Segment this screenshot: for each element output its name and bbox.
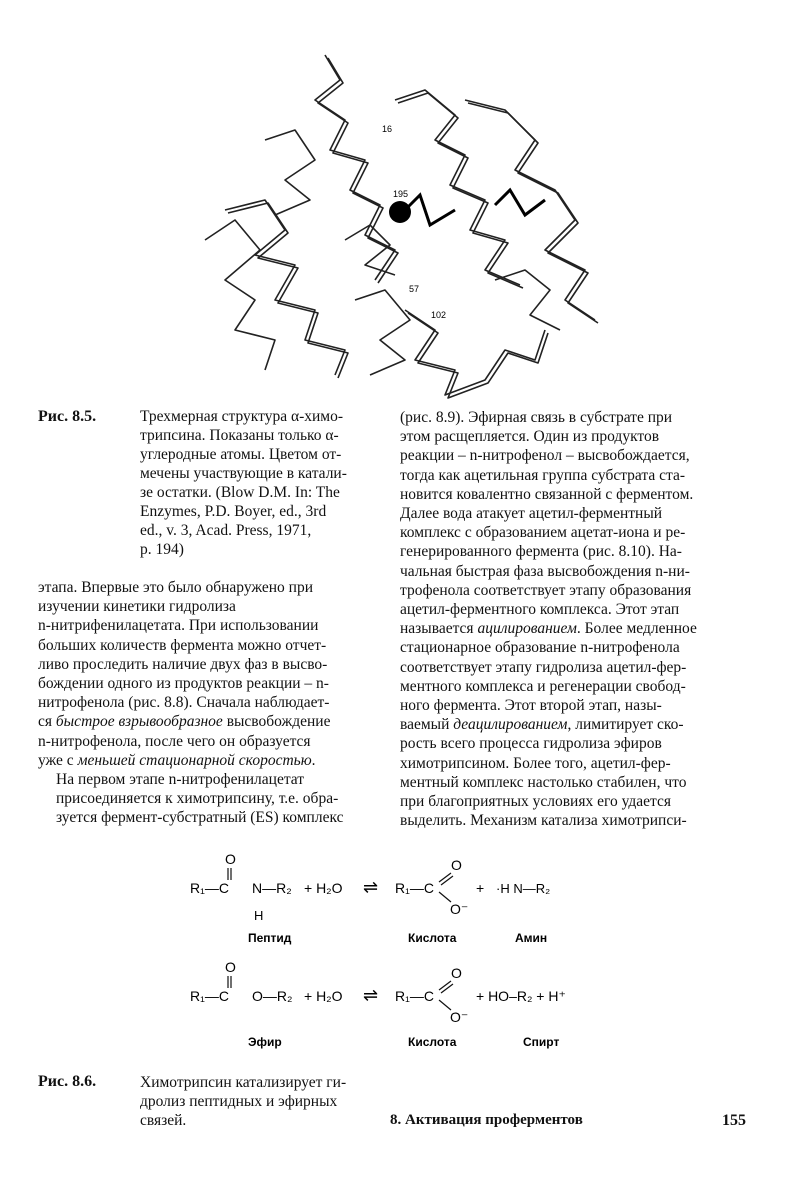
product-r1c: R₁—C (395, 880, 434, 896)
protein-backbone-drawing (165, 40, 610, 400)
text-line: нитрофенола (рис. 8.8). Сначала наблюдает- (38, 694, 330, 712)
label-acid-2: Кислота (408, 1035, 457, 1049)
plus-water: + H₂O (304, 880, 343, 896)
caption-line: мечены участвующие в катали- (140, 465, 347, 482)
text-line: тогда как ацетильная группа субстрата ста- (400, 466, 686, 484)
text-line: генерированного фермента (рис. 8.10). На- (400, 543, 682, 561)
alcohol-product: + HO–R₂ + H⁺ (476, 988, 566, 1004)
text-line: называется ацилированием. Более медленное (400, 620, 697, 638)
caption-line: ed., v. 3, Acad. Press, 1971, (140, 522, 312, 539)
residue-label-102: 102 (431, 310, 447, 320)
label-alcohol: Спирт (523, 1035, 560, 1049)
text-line: n-нитрифенилацетата. При использовании (38, 617, 319, 635)
figure-8-6-caption (140, 1073, 382, 1130)
residue-label-195: 195 (393, 189, 409, 199)
amine-product: ·H N—R₂ (496, 881, 551, 896)
text-line: уже с меньшей стационарной скоростью. (38, 751, 316, 769)
text-line: при благоприятных условиях его удается (400, 793, 671, 811)
caption-line: зе остатки. (Blow D.M. In: The (140, 484, 340, 501)
equilibrium-arrow: ⇌ (363, 877, 379, 897)
equilibrium-arrow-2: ⇌ (363, 985, 379, 1005)
text-line: ментный комплекс настолько стабилен, что (400, 773, 687, 791)
text-line: больших количеств фермента можно отчет- (38, 636, 327, 654)
chymotrypsin-structure-figure (165, 40, 610, 400)
page-number: 155 (722, 1112, 746, 1129)
label-ester: Эфир (248, 1035, 282, 1049)
left-paragraph-2 (38, 770, 382, 828)
text-line: ливо проследить наличие двух фаз в высво- (38, 655, 328, 673)
text-line: реакции – n-нитрофенол – высвобождается, (400, 447, 690, 465)
figure-8-5-label: Рис. 8.5. (38, 408, 97, 425)
label-amine: Амин (515, 931, 548, 945)
text-line: изучении кинетики гидролиза (38, 598, 236, 616)
text-line: рость всего процесса гидролиза эфиров (400, 735, 662, 753)
caption-line: связей. (140, 1112, 187, 1129)
right-column-text (400, 408, 748, 830)
product-o-top-2: O (451, 965, 462, 981)
label-peptide: Пептид (248, 931, 292, 945)
caption-line: Enzymes, P.D. Boyer, ed., 3rd (140, 503, 327, 520)
amide-hydrogen: H (254, 908, 264, 923)
text-line: соответствует этапу гидролиза ацетил-фер- (400, 658, 687, 676)
text-line: чальная быстрая фаза высвобождения n-ни- (400, 562, 690, 580)
reactant-carbonyl-o: O (225, 851, 236, 867)
caption-line: углеродные атомы. Цветом от- (140, 446, 342, 463)
text-line: этом расщепляется. Один из продуктов (400, 428, 660, 446)
text-line: ацетил-ферментного комплекса. Этот этап (400, 601, 680, 619)
catalytic-serine-marker (389, 201, 411, 223)
right-paragraph (400, 408, 748, 830)
label-acid-1: Кислота (408, 931, 457, 945)
text-line: стационарное образование n-нитрофенола (400, 639, 680, 657)
caption-line: p. 194) (140, 541, 184, 558)
text-line: этапа. Впервые это было обнаружено при (38, 579, 314, 596)
text-line: (рис. 8.9). Эфирная связь в субстрате при (400, 409, 673, 426)
text-line: ного фермента. Этот второй этап, назы- (400, 697, 662, 715)
emphasis: меньшей стационарной скоростью (77, 751, 312, 769)
product-o-top: O (451, 857, 462, 873)
left-column-text (38, 578, 382, 828)
plus-water-2: + H₂O (304, 988, 343, 1004)
text-line: На первом этапе n-нитрофенилацетат (56, 771, 305, 789)
text-line: ваемый деацилированием, лимитирует ско- (400, 716, 684, 734)
product-r1c-2: R₁—C (395, 988, 434, 1004)
caption-line: Химотрипсин катализирует ги- (140, 1074, 347, 1091)
reactant-amide-n: N—R₂ (252, 880, 292, 896)
caption-line: дролиз пептидных и эфирных (140, 1093, 338, 1110)
text-line: выделить. Механизм катализа химотрипси- (400, 812, 687, 830)
text-line: ся быстрое взрывообразное высвобождение (38, 713, 331, 731)
text-line: присоединяется к химотрипсину, т.е. обра- (56, 790, 339, 808)
hydrolysis-reactions-figure (180, 850, 600, 1055)
emphasis: деацилированием (453, 716, 568, 734)
text-line: химотрипсином. Более того, ацетил-фер- (400, 754, 671, 772)
ester-carbonyl-o: O (225, 959, 236, 975)
plus-sign: + (476, 880, 485, 896)
emphasis: ацилированием (477, 620, 577, 638)
text-line: ментного комплекса и регенерации свобод- (400, 677, 686, 695)
figure-8-5-caption (140, 407, 382, 559)
text-line: трофенола соответствует этапу образования (400, 581, 692, 599)
caption-line: трипсина. Показаны только α- (140, 427, 339, 444)
text-line: комплекс с образованием ацетат-иона и ре- (400, 524, 686, 542)
text-line: бождении одного из продуктов реакции – n- (38, 675, 329, 693)
residue-label-16: 16 (382, 124, 393, 134)
section-title: 8. Активация проферментов (390, 1112, 583, 1128)
left-paragraph-1 (38, 578, 382, 770)
reactant-r1c: R₁—C (190, 880, 229, 896)
caption-line: Трехмерная структура α-химо- (140, 408, 344, 425)
residue-label-57: 57 (409, 284, 420, 294)
text-line: зуется фермент-субстратный (ES) комплекс (56, 809, 344, 827)
ester-or2: O—R₂ (252, 988, 293, 1004)
figure-8-6-label: Рис. 8.6. (38, 1073, 97, 1090)
text-line: n-нитрофенола, после чего он образуется (38, 732, 311, 750)
emphasis: быстрое взрывообразное (55, 713, 223, 731)
product-o-minus: O⁻ (450, 901, 469, 917)
text-line: новится ковалентно связанной с ферментом. (400, 485, 694, 503)
ester-r1c: R₁—C (190, 988, 229, 1004)
text-line: Далее вода атакует ацетил-ферментный (400, 505, 663, 523)
product-o-minus-2: O⁻ (450, 1009, 469, 1025)
reaction-scheme (180, 850, 600, 1055)
